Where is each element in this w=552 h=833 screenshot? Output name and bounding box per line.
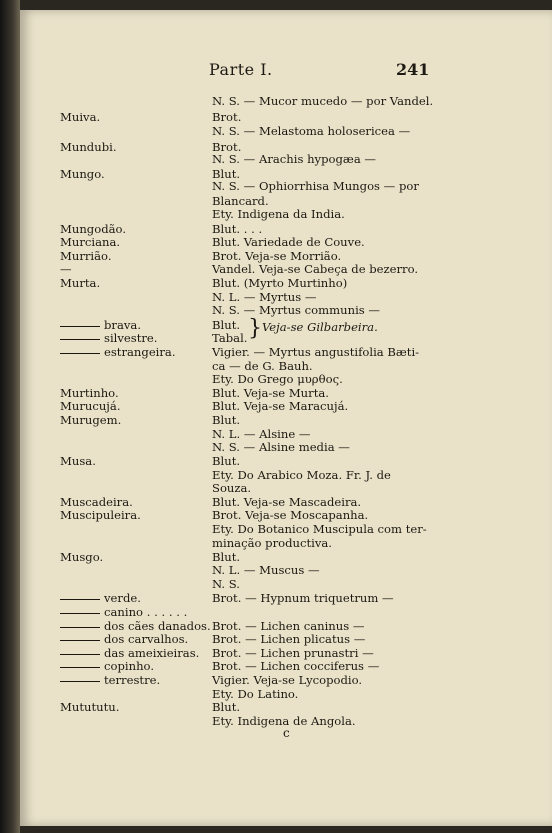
entry-term: Muscadeira. [60, 495, 133, 509]
entry-definition: Brot. Veja-se Moscapanha. [212, 508, 369, 522]
entry-term: Mutututu. [60, 700, 120, 714]
brace-text: Veja-se Gilbarbeira. [262, 320, 378, 334]
entry-definition: N. L. — Alsine — [212, 427, 311, 441]
entry-term: Mundubi. [60, 140, 117, 154]
dash-line [60, 681, 100, 682]
dash-line [60, 353, 100, 354]
entry-term-text: estrangeira. [104, 345, 176, 359]
entry-definition: N. L. — Muscus — [212, 563, 320, 577]
entry-term: Muiva. [60, 110, 101, 124]
entry-definition: Ety. Do Latino. [212, 687, 299, 701]
entry-definition: Blut. [212, 167, 241, 181]
entry-definition: Blut. Variedade de Couve. [212, 235, 365, 249]
entry-definition: Brot. — Hypnum triquetrum — [212, 591, 394, 605]
entry-definition: Vigier. Veja-se Lycopodio. [212, 673, 363, 687]
entry-definition: Ety. Indigena de Angola. [212, 714, 356, 728]
entry-definition: Vandel. Veja-se Cabeça de bezerro. [212, 262, 419, 276]
entry-definition: Souza. [212, 481, 252, 495]
entry-definition: Blut. (Myrto Murtinho) [212, 276, 348, 290]
entry-term: Murrião. [60, 249, 112, 263]
entry-definition: Brot. — Lichen plicatus — [212, 632, 366, 646]
page-title: Parte I. [209, 60, 273, 79]
entry-definition: N. S. — Alsine media — [212, 440, 350, 454]
entry-definition: N. S. [212, 577, 240, 591]
entry-definition: Blut. Veja-se Maracujá. [212, 399, 349, 413]
page-number: 241 [396, 60, 430, 79]
entry-term: Murtinho. [60, 386, 119, 400]
entry-term: Murta. [60, 276, 101, 290]
brace-symbol: } [248, 316, 262, 341]
entry-definition: N. S. — Ophiorrhisa Mungos — por [212, 179, 419, 193]
entry-definition: Brot. — Lichen prunastri — [212, 646, 374, 660]
entry-definition: N. S. — Myrtus communis — [212, 303, 381, 317]
entry-term: Murugem. [60, 413, 122, 427]
dash-line [60, 613, 100, 614]
entry-definition: Brot. — Lichen caninus — [212, 619, 365, 633]
entry-definition: Blancard. [212, 194, 269, 208]
entry-definition: minação productiva. [212, 536, 332, 550]
entry-definition: Brot. Veja-se Morrião. [212, 249, 342, 263]
entry-definition: Brot. [212, 140, 242, 154]
entry-term: Murciana. [60, 235, 121, 249]
entry-definition: N. L. — Myrtus — [212, 290, 317, 304]
entry-term-text: verde. [104, 591, 141, 605]
entry-term: Muscipuleira. [60, 508, 141, 522]
entry-definition: Blut. [212, 550, 241, 564]
entry-definition: N. S. — Mucor mucedo — por Vandel. [212, 94, 434, 108]
entry-definition: Ety. Indigena da India. [212, 207, 345, 221]
entry-term: Mungo. [60, 167, 105, 181]
entry-term: — [60, 262, 72, 276]
entry-definition: Blut. [212, 413, 241, 427]
dash-line [60, 339, 100, 340]
entry-term-text: silvestre. [104, 331, 158, 345]
entry-term-text: copinho. [104, 659, 154, 673]
entry-definition: Blut. [212, 454, 241, 468]
entry-term-text: terrestre. [104, 673, 161, 687]
dash-line [60, 627, 100, 628]
entry-definition: Ety. Do Botanico Muscipula com ter- [212, 522, 427, 536]
entry-term-text: canino . . . . . . [104, 605, 188, 619]
entry-definition: Ety. Do Grego μυρθος. [212, 372, 343, 386]
entry-term-text: dos carvalhos. [104, 632, 189, 646]
entry-row [0, 712, 552, 730]
entry-definition: Blut. [212, 700, 241, 714]
entry-term-text: dos cães danados. [104, 619, 211, 633]
dash-line [60, 667, 100, 668]
entry-definition: Blut. . . . [212, 222, 263, 236]
entry-term-text: brava. [104, 318, 142, 332]
entry-term: Mungodão. [60, 222, 127, 236]
entry-definition: Brot. — Lichen cocciferus — [212, 659, 380, 673]
entry-definition: Ety. Do Arabico Moza. Fr. J. de [212, 468, 391, 482]
entry-definition: Blut. Veja-se Mascadeira. [212, 495, 362, 509]
entry-definition: Blut. [212, 318, 241, 332]
entry-definition: Tabal. [212, 331, 248, 345]
entry-definition: Brot. [212, 110, 242, 124]
dash-line [60, 599, 100, 600]
dash-line [60, 640, 100, 641]
entry-definition: ca — de G. Bauh. [212, 359, 313, 373]
entry-definition: N. S. — Arachis hypogæa — [212, 152, 377, 166]
entry-term-text: das ameixieiras. [104, 646, 200, 660]
dash-line [60, 654, 100, 655]
entry-definition: N. S. — Melastoma holosericea — [212, 124, 411, 138]
entry-term: Musa. [60, 454, 96, 468]
entry-term: Murucujá. [60, 399, 121, 413]
entry-term: Musgo. [60, 550, 104, 564]
entry-definition: Vigier. — Myrtus angustifolia Bæti- [212, 345, 420, 359]
footer-signature: c [283, 726, 290, 740]
entry-definition: Blut. Veja-se Murta. [212, 386, 329, 400]
